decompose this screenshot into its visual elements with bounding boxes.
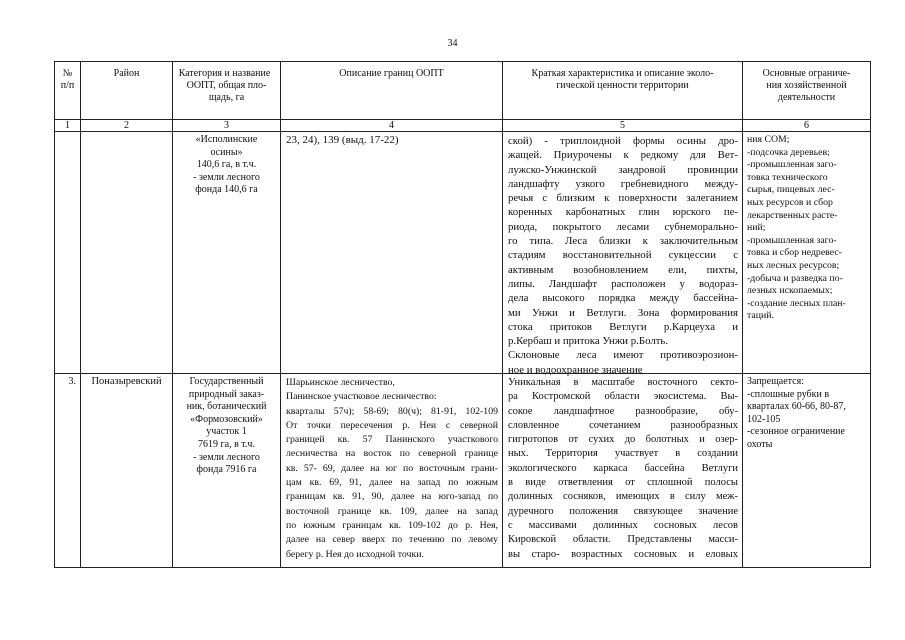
row1-category: «Исполинские осины» 140,6 га, в т.ч. - земли лесного фонда 140,6 га <box>193 134 260 196</box>
column-number-6: 6 <box>804 120 809 131</box>
row1-description: ской) - триплоидной формы осины дро- жащей. Приурочены к редкому для Вет- лужско-Унжинской зандровой провинции ландшафту узкого гребневидного между- речья с близким к поверхности залеганием коренных карбонатных глин юрского пе- риода, покрытого лесами субнеморально- го типа. Леса близки к заключительным стадиям восстановительной сукцессии с активным возобновлением ели, пихты, липы. Ландшафт расположен у водораз- дела высокого порядка между бассейна- ми Унжи и Ветлуги. Зона формирования стока притоков Ветлуги р.Карцеуха и р.Кербаш и притока Унжи р.Болть. Склоновые леса имеют противоэрозион- ное и водоохранное значение <box>508 135 738 376</box>
header-district: Район <box>113 68 140 79</box>
row2-number: 3. <box>68 376 76 387</box>
column-number-4: 4 <box>389 120 394 131</box>
header-category: Категория и название ООПТ, общая пло- щадь, га <box>178 68 271 103</box>
row1-restrictions: ния СОМ; -подсочка деревьев; -промышленная заго- товка технического сырья, пищевых лес- ных ресурсов и сбор лекарственных расте- ний; -промышленная заго- товка и сбор недревес- ных лесных ресурсов; -добыча и разведка по- лезных ископаемых; -создание лесных план- таций. <box>747 134 846 322</box>
row2-category: Государственный природный заказ- ник, ботанический «Формозовский» участок 1 7619 га, в т.ч. - земли лесного фонда 7916 га <box>186 376 267 476</box>
column-number-2: 2 <box>124 120 129 131</box>
row2-restrictions: Запрещается: -сплошные рубки в кварталах 60-66, 80-87, 102-105 -сезонное ограничение охоты <box>747 376 846 450</box>
row2-description: Уникальная в масштабе восточного секто- ра Костромской области экосистема. Вы- сокое ландшафтное разнообразие, обу- словленное сочетанием разнообразных гигротопов от сухих до болотных и озер- ных. Территория участвует в создании экологического каркаса бассейна Ветлуги в виде ответвления от сплошной полосы долинных сосняков, имеющих в силу меж- дуречного положения связующее значение с массивами долинных сосновых лесов Кировской области. Представлены масси- вы старо- возрастных сосновых и еловых <box>508 377 738 560</box>
header-restrictions: Основные ограниче- ния хозяйственной деятельности <box>762 68 851 103</box>
column-number-1: 1 <box>65 120 70 131</box>
page-number: 34 <box>447 38 458 49</box>
header-description: Краткая характеристика и описание эколо- гической ценности территории <box>531 68 714 91</box>
column-number-3: 3 <box>224 120 229 131</box>
row2-district: Поназыревский <box>91 376 162 387</box>
row2-boundaries: Шарьинское лесничество, Панинское участковое лесничество: кварталы 57ч); 58-69; 80(ч); 81-91, 102-109 От точки пересечения р. Неи с северной границей кв. 57 Панинского участкового лесничества на восток по северной границе кв. 57- 69, далее на юг по восточным грани- цам кв. 69, 91, далее на запад по южным границам кв. 91, 90, далее на юго-запад по восточной границе кв. 109, далее на запад по южным границам кв. 109-102 до р. Нея, далее на север вверх по течению по левому берегу р. Нея до исходной точки. <box>286 377 498 560</box>
header-num: № п/п <box>60 68 75 91</box>
row1-boundaries: 23, 24), 139 (выд. 17-22) <box>286 134 399 146</box>
column-number-5: 5 <box>620 120 625 131</box>
header-boundaries: Описание границ ООПТ <box>339 68 444 79</box>
